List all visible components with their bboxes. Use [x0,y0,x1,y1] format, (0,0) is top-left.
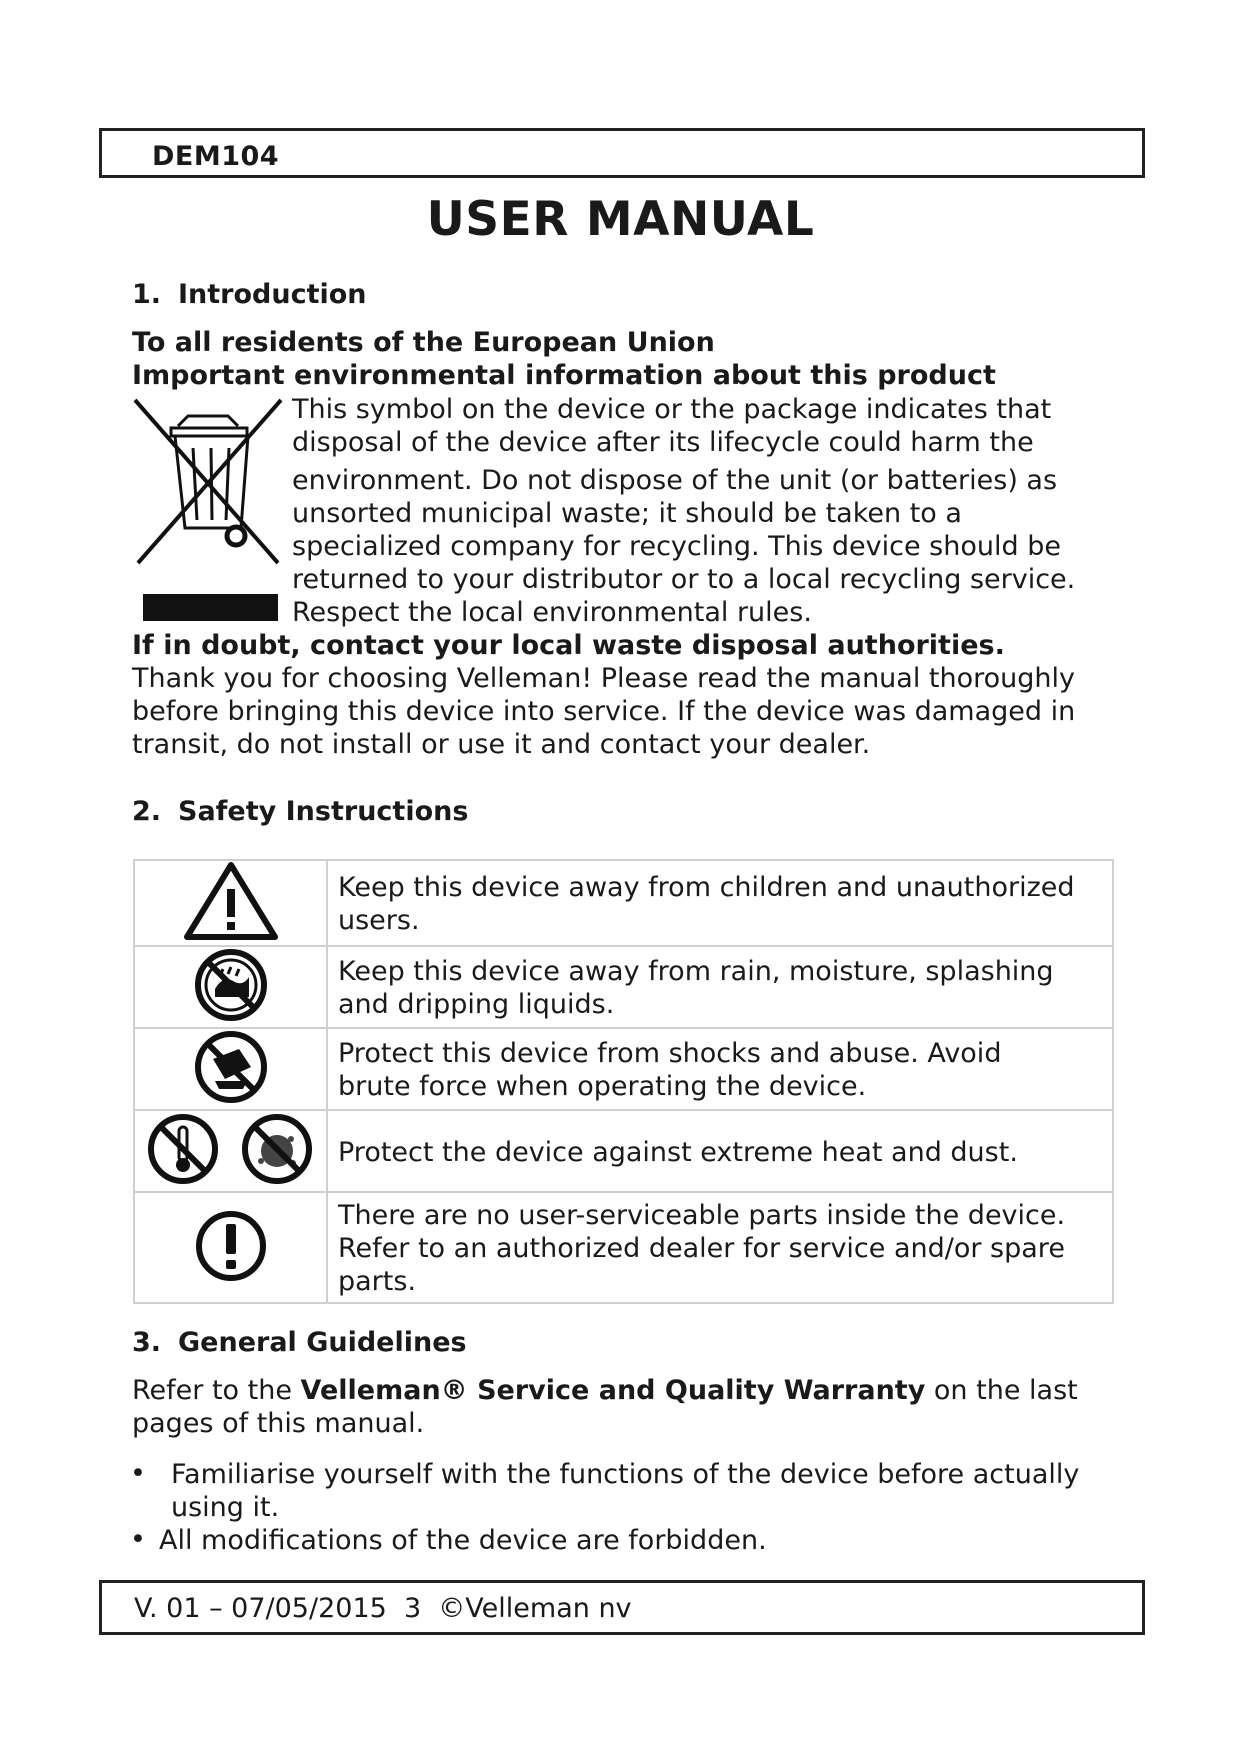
safety-text: Keep this device away from children and unauthorized users. [327,860,1113,946]
symbol-text-line-1: This symbol on the device or the package indicates that [292,394,1052,425]
bullet-1-line-1: Familiarise yourself with the functions of the device before actually [171,1459,1080,1490]
safety-text: Keep this device away from rain, moisture, splashing and dripping liquids. [327,946,1113,1028]
safety-row [134,1028,1113,1110]
safety-row [134,1110,1113,1192]
version-info: V. 01 – 07/05/2015 3 ©Velleman nv [134,1593,632,1624]
symbol-text-line-3: environment. Do not dispose of the unit (or batteries) as [292,465,1058,496]
warranty-reference-line-2: pages of this manual. [132,1408,425,1439]
symbol-text-line-7: Respect the local environmental rules. [292,597,812,628]
footer-box [99,1580,1145,1635]
thanks-line-3: transit, do not install or use it and contact your dealer. [132,729,871,760]
symbol-text-line-5: specialized company for recycling. This device should be [292,531,1061,562]
section-2-heading: 2. Safety Instructions [132,796,469,827]
model-number: DEM104 [152,141,280,172]
safety-row [134,1192,1113,1303]
thanks-line-1: Thank you for choosing Velleman! Please read the manual thoroughly [132,663,1076,694]
no-shock-icon [191,1029,271,1105]
page-title: USER MANUAL [426,192,815,247]
warning-triangle-icon [183,861,279,941]
weee-bin-icon [133,398,283,628]
thanks-line-2: before bringing this device into service. If the device was damaged in [132,696,1076,727]
safety-row [134,860,1113,946]
bullet-2-text: All modifications of the device are forbidden. [159,1525,767,1556]
safety-text: There are no user-serviceable parts inside the device. Refer to an authorized dealer for service and/or spare parts. [327,1192,1113,1303]
header-box [99,128,1145,178]
warranty-reference: Refer to the Velleman® Service and Quality Warranty on the last [132,1375,1078,1406]
safety-text: Protect the device against extreme heat and dust. [327,1110,1113,1192]
env-info-line: Important environmental information about this product [132,360,996,391]
no-heat-no-dust-icon [143,1111,319,1187]
section-3-heading: 3. General Guidelines [132,1327,467,1358]
bullet-2-dot: • [130,1524,146,1555]
doubt-line: If in doubt, contact your local waste disposal authorities. [132,630,1005,661]
safety-row [134,946,1113,1028]
safety-text: Protect this device from shocks and abuse. Avoid brute force when operating the device. [327,1028,1113,1110]
section-1-heading: 1. Introduction [132,279,367,310]
symbol-text-line-4: unsorted municipal waste; it should be taken to a [292,498,962,529]
eu-residents-line: To all residents of the European Union [132,327,715,358]
attention-icon [193,1208,269,1284]
safety-table [133,859,1114,1304]
symbol-text-line-2: disposal of the device after its lifecycle could harm the [292,427,1034,458]
no-water-icon [193,947,269,1023]
symbol-text-line-6: returned to your distributor or to a local recycling service. [292,564,1076,595]
bullet-1-line-2: using it. [171,1492,280,1523]
bullet-1-dot: • [130,1458,146,1489]
